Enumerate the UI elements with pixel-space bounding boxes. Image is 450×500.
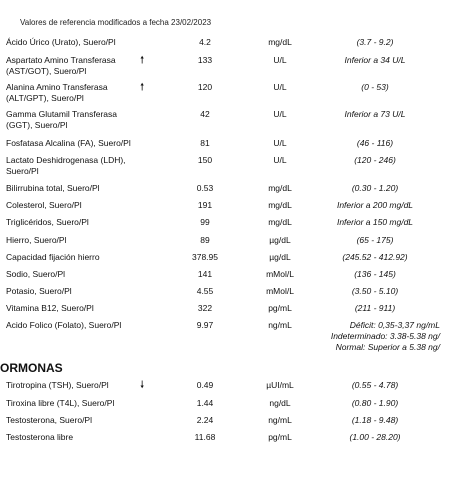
result-value: 89 [200, 235, 210, 245]
section-title-hormonas: ORMONAS [0, 361, 63, 375]
test-name: Bilirrubina total, Suero/Pl [6, 183, 100, 193]
test-name: Tiroxina libre (T4L), Suero/Pl [6, 398, 115, 408]
arrow-up-icon: 🠕 [140, 55, 145, 66]
reference-range: (3.50 - 5.10) [351, 286, 399, 296]
result-value: 191 [197, 200, 213, 210]
result-value: 99 [200, 217, 210, 227]
result-value: 150 [197, 155, 213, 165]
reference-range: (136 - 145) [354, 269, 396, 279]
result-unit: mg/dL [268, 200, 292, 210]
result-value: 42 [200, 109, 210, 119]
result-value: 0.49 [196, 380, 214, 390]
test-name: Ácido Úrico (Urato), Suero/Pl [6, 37, 116, 47]
result-unit: pg/mL [268, 432, 292, 442]
test-name: Acido Folico (Folato), Suero/Pl [6, 320, 122, 330]
reference-range: (0.80 - 1.90) [351, 398, 399, 408]
result-unit: mMol/L [266, 269, 294, 279]
test-name: Testosterona libre [6, 432, 74, 442]
result-value: 2.24 [196, 415, 214, 425]
reference-range: (3.7 - 9.2) [356, 37, 394, 47]
reference-range: Inferior a 150 mg/dL [336, 217, 414, 227]
result-unit: U/L [273, 138, 287, 148]
result-value: 133 [197, 55, 213, 65]
reference-range: (245.52 - 412.92) [342, 252, 408, 262]
test-name: Tirotropina (TSH), Suero/Pl [6, 380, 109, 390]
reference-range: (46 - 116) [356, 138, 394, 148]
reference-range: Inferior a 34 U/L [344, 55, 406, 65]
result-value: 120 [197, 82, 213, 92]
result-value: 4.55 [196, 286, 214, 296]
test-name: Capacidad fijación hierro [6, 252, 100, 262]
result-unit: µg/dL [269, 235, 291, 245]
result-unit: ng/mL [268, 415, 292, 425]
test-name: Gamma Glutamil Transferasa (GGT), Suero/Pl [6, 109, 118, 130]
reference-range: (0.55 - 4.78) [351, 380, 399, 390]
reference-range: (65 - 175) [356, 235, 394, 245]
reference-range: (211 - 911) [354, 303, 396, 313]
test-name: Lactato Deshidrogenasa (LDH), Suero/Pl [6, 155, 126, 176]
test-name: Colesterol, Suero/Pl [6, 200, 82, 210]
reference-range: Déficit: 0,35-3,37 ng/mL Indeterminado: 3.38-5.38 ng/ Normal: Superior a 5.38 ng/ [330, 320, 440, 352]
result-unit: µg/dL [269, 252, 291, 262]
result-unit: U/L [273, 155, 287, 165]
reference-range: (1.00 - 28.20) [349, 432, 401, 442]
reference-note: Valores de referencia modificados a fecha 23/02/2023 [20, 18, 212, 27]
result-value: 378.95 [192, 252, 218, 262]
result-unit: mg/dL [268, 217, 292, 227]
result-value: 141 [197, 269, 213, 279]
reference-range: (0.30 - 1.20) [351, 183, 399, 193]
result-unit: pg/mL [268, 303, 292, 313]
reference-range: Inferior a 73 U/L [344, 109, 406, 119]
result-value: 322 [197, 303, 213, 313]
test-name: Hierro, Suero/Pl [6, 235, 67, 245]
test-name: Fosfatasa Alcalina (FA), Suero/Pl [6, 138, 131, 148]
result-value: 1.44 [196, 398, 214, 408]
test-name: Potasio, Suero/Pl [6, 286, 72, 296]
test-name: Alanina Amino Transferasa (ALT/GPT), Suero/Pl [6, 82, 108, 103]
result-value: 0.53 [196, 183, 214, 193]
result-unit: ng/dL [269, 398, 291, 408]
reference-range: Inferior a 200 mg/dL [336, 200, 414, 210]
result-value: 9.97 [196, 320, 214, 330]
test-name: Vitamina B12, Suero/Pl [6, 303, 94, 313]
arrow-down-icon: 🠗 [140, 380, 145, 391]
result-unit: mMol/L [266, 286, 294, 296]
result-value: 81 [200, 138, 210, 148]
test-name: Triglicéridos, Suero/Pl [6, 217, 89, 227]
arrow-up-icon: 🠕 [140, 82, 145, 93]
result-unit: U/L [273, 55, 287, 65]
result-value: 11.68 [194, 432, 216, 442]
result-unit: mg/dL [268, 37, 292, 47]
reference-range: (0 - 53) [361, 82, 389, 92]
result-unit: ng/mL [268, 320, 292, 330]
result-value: 4.2 [199, 37, 211, 47]
test-name: Testosterona, Suero/Pl [6, 415, 92, 425]
result-unit: µUI/mL [266, 380, 294, 390]
reference-range: (1.18 - 9.48) [351, 415, 399, 425]
result-unit: mg/dL [268, 183, 292, 193]
result-unit: U/L [273, 109, 287, 119]
reference-range: (120 - 246) [354, 155, 396, 165]
test-name: Sodio, Suero/Pl [6, 269, 66, 279]
test-name: Aspartato Amino Transferasa (AST/GOT), Suero/Pl [6, 55, 116, 76]
result-unit: U/L [273, 82, 287, 92]
